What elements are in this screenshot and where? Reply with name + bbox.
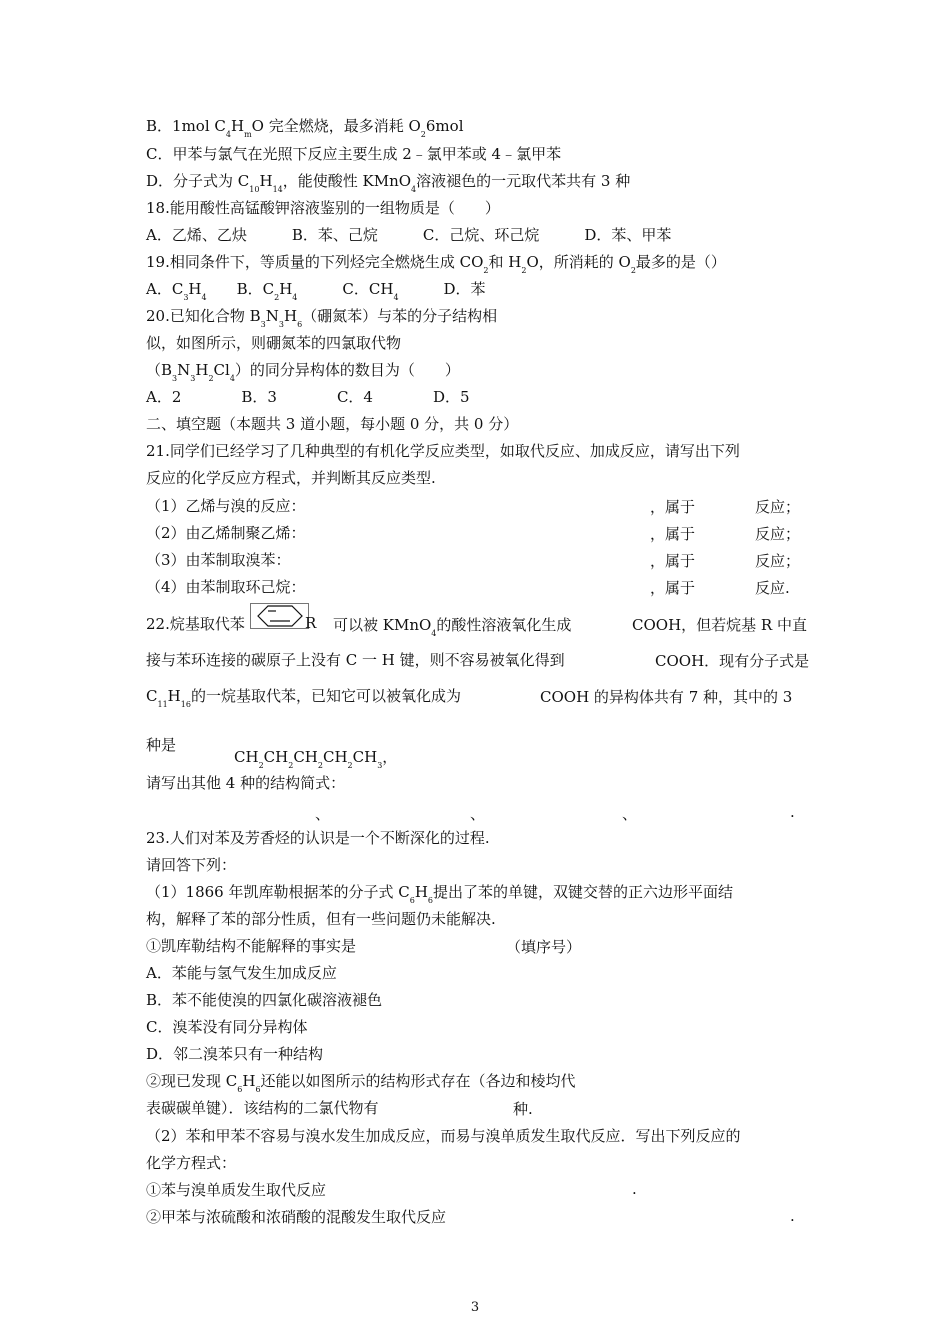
question-21-item-4: （4）由苯制取环己烷： bbox=[146, 578, 306, 596]
q22-r-label: R bbox=[305, 614, 317, 632]
question-19-options: A．$C_3H_4$ B．$C_2H_4$ C．$CH_4$ D．苯 bbox=[146, 280, 486, 302]
page-number: 3 bbox=[470, 1300, 480, 1315]
belong-4: ，属于 bbox=[650, 579, 696, 597]
option-c-line: C．甲苯与氯气在光照下反应主要生成 2﹣氯甲苯或 4﹣氯甲苯 bbox=[146, 145, 562, 163]
reaction-1: 反应； bbox=[755, 498, 801, 516]
question-23-line-2: 请回答下列： bbox=[146, 856, 237, 874]
question-23-line-6: ②现已发现 $C_6H_6$还能以如图所示的结构形式存在（各边和棱均代 bbox=[146, 1072, 576, 1094]
question-23-line-4: 构，解释了苯的部分性质，但有一些问题仍未能解决. bbox=[146, 910, 496, 928]
q22-sep-3: 、 bbox=[622, 805, 638, 823]
belong-3: ，属于 bbox=[650, 552, 696, 570]
q23-fill-order: （填序号） bbox=[506, 938, 582, 956]
q22-line-1-mid: 可以被 KMnO$_4$的酸性溶液氧化生成 bbox=[333, 616, 572, 638]
question-20-line-3: $(B_3N_3H_2Cl_4)$的同分异构体的数目为（ ） bbox=[146, 361, 460, 383]
q22-line-2-end: COOH．现有分子式是 bbox=[655, 652, 810, 670]
question-21-item-1: （1）乙烯与溴的反应： bbox=[146, 497, 306, 515]
question-22-line-4: 种是 bbox=[146, 736, 177, 754]
question-22-line-3: $C_{11}H_{16}$的一烷基取代苯，已知它可以被氧化成为 bbox=[146, 687, 461, 709]
question-23-line-7: 表碳碳单键）．该结构的二氯代物有 bbox=[146, 1099, 379, 1117]
question-21-item-3: （3）由苯制取溴苯： bbox=[146, 551, 291, 569]
belong-1: ，属于 bbox=[650, 498, 696, 516]
question-22-line-1: 22.烷基取代苯 bbox=[146, 615, 245, 633]
reaction-2: 反应； bbox=[755, 525, 801, 543]
q23-option-c: C．溴苯没有同分异构体 bbox=[146, 1018, 308, 1036]
section-2-heading: 二、填空题（本题共 3 道小题，每小题 0 分，共 0 分） bbox=[146, 415, 519, 433]
question-23-line-3: （1）1866 年凯库勒根据苯的分子式 $C_6H_6$提出了苯的单键，双键交替的正六边形平面结 bbox=[146, 883, 734, 905]
option-b-line: B．1mol $C_4H_mO$ 完全燃烧，最多消耗 $O_26mol$ bbox=[146, 117, 464, 139]
belong-2: ，属于 bbox=[650, 525, 696, 543]
question-21-line-2: 反应的化学反应方程式，并判断其反应类型. bbox=[146, 469, 436, 487]
option-d-line: D．分子式为 $C_{10}H_{14}$，能使酸性 KMnO$_4$溶液褪色的一元取代苯共有 3 种 bbox=[146, 172, 631, 194]
q23-line-7-end: 种. bbox=[513, 1100, 533, 1118]
q23-option-a: A．苯能与氢气发生加成反应 bbox=[146, 964, 337, 982]
question-22-line-5: 请写出其他 4 种的结构简式： bbox=[146, 774, 346, 792]
question-22-line-2: 接与苯环连接的碳原子上没有 C 一 H 键，则不容易被氧化得到 bbox=[146, 651, 565, 669]
question-23-line-1: 23.人们对苯及芳香烃的认识是一个不断深化的过程. bbox=[146, 829, 490, 847]
question-20-line-2: 似，如图所示，则硼氮苯的四氯取代物 bbox=[146, 334, 402, 352]
q23-line-10-end: . bbox=[632, 1180, 637, 1198]
question-20-options: A．2 B．3 C．4 D．5 bbox=[146, 388, 470, 406]
reaction-4: 反应. bbox=[755, 579, 790, 597]
question-23-line-5: ①凯库勒结构不能解释的事实是 bbox=[146, 937, 357, 955]
q22-formula: $CH_2CH_2CH_2CH_2CH_3$， bbox=[234, 748, 398, 770]
q22-line-1-end: COOH，但若烷基 R 中直 bbox=[632, 616, 807, 634]
question-21-line-1: 21.同学们已经学习了几种典型的有机化学反应类型，如取代反应、加成反应，请写出下列 bbox=[146, 442, 740, 460]
question-23-line-8: （2）苯和甲苯不容易与溴水发生加成反应，而易与溴单质发生取代反应．写出下列反应的 bbox=[146, 1127, 741, 1145]
q23-line-11-end: . bbox=[790, 1207, 795, 1225]
q22-line-3-end: COOH 的异构体共有 7 种，其中的 3 bbox=[540, 688, 793, 706]
question-21-item-2: （2）由乙烯制聚乙烯： bbox=[146, 524, 306, 542]
q22-sep-1: 、 bbox=[315, 805, 331, 823]
question-23-line-10: ①苯与溴单质发生取代反应 bbox=[146, 1181, 327, 1199]
q22-sep-4: . bbox=[790, 803, 795, 821]
question-23-line-9: 化学方程式： bbox=[146, 1154, 237, 1172]
q23-option-b: B．苯不能使溴的四氯化碳溶液褪色 bbox=[146, 991, 383, 1009]
q22-sep-2: 、 bbox=[470, 805, 486, 823]
question-18-options: A．乙烯、乙炔 B．苯、己烷 C．己烷、环己烷 D．苯、甲苯 bbox=[146, 226, 672, 244]
reaction-3: 反应； bbox=[755, 552, 801, 570]
q23-option-d: D．邻二溴苯只有一种结构 bbox=[146, 1045, 324, 1063]
question-19: 19.相同条件下，等质量的下列烃完全燃烧生成 $CO_2$和 $H_2O$，所消耗的 $O_2$最多的是（） bbox=[146, 253, 726, 275]
question-20-line-1: 20.已知化合物 $B_3N_3H_6$（硼氮苯）与苯的分子结构相 bbox=[146, 307, 498, 329]
question-23-line-11: ②甲苯与浓硫酸和浓硝酸的混酸发生取代反应 bbox=[146, 1208, 447, 1226]
question-18: 18.能用酸性高锰酸钾溶液鉴别的一组物质是（ ） bbox=[146, 199, 500, 217]
